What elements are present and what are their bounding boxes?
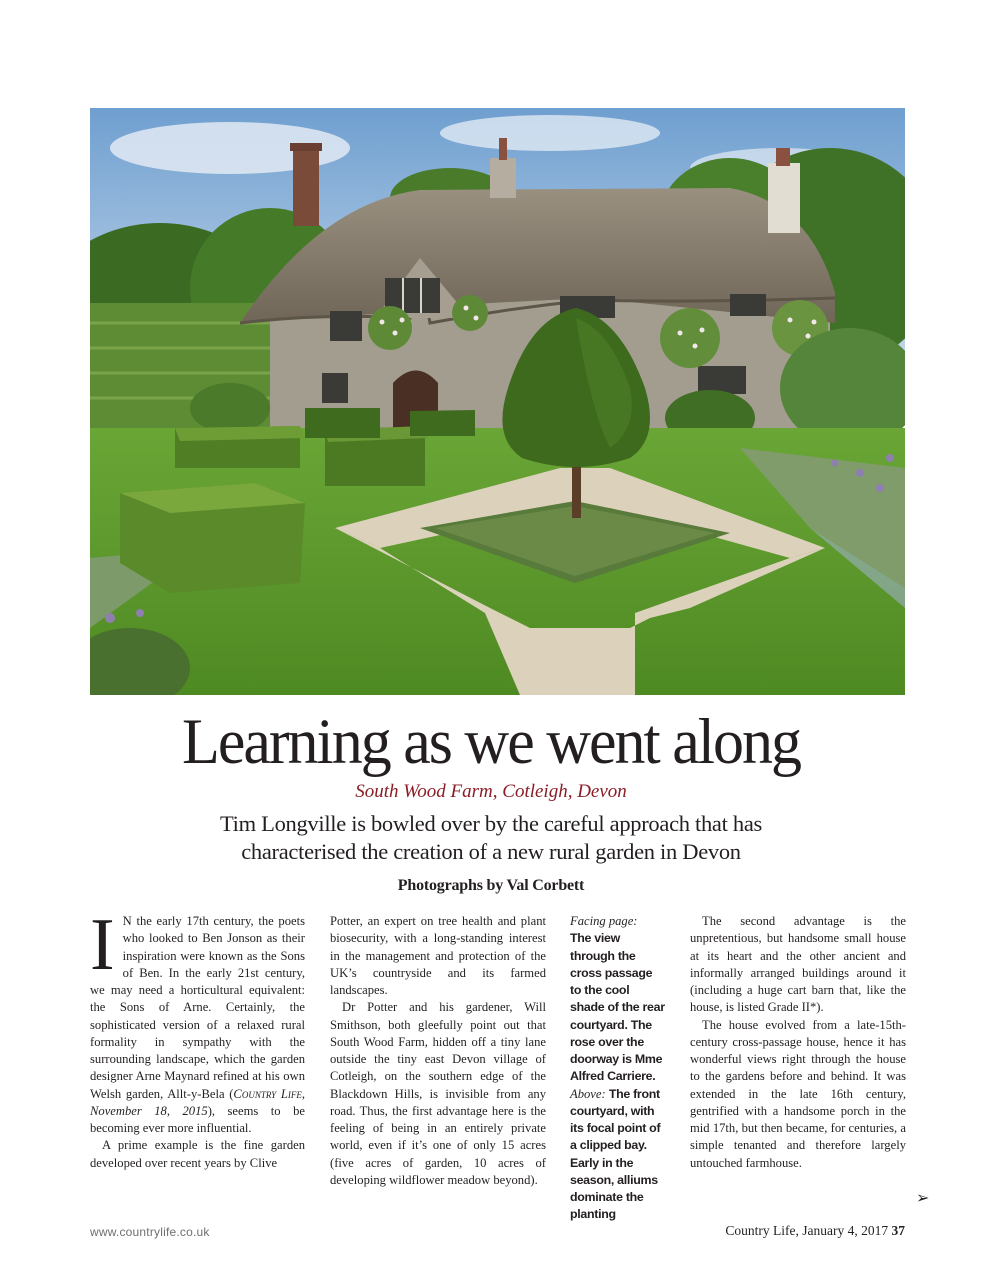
page-number: 37 — [891, 1223, 905, 1238]
caption-label: Facing page: — [570, 914, 638, 928]
footer-url: www.countrylife.co.uk — [90, 1225, 210, 1239]
standfirst — [170, 810, 812, 866]
paragraph: A prime example is the fine garden developed over recent years by Clive — [90, 1138, 305, 1170]
article-column-2 — [330, 913, 546, 1189]
issue-date: , November 18, 2015 — [90, 1086, 305, 1118]
footer-folio — [725, 1223, 905, 1239]
continue-arrow-icon: ➢ — [916, 1188, 930, 1207]
article-column-1 — [90, 904, 305, 1172]
paragraph: The second advantage is the unpretentious, but handsome small house at its heart and the other ancient and informally arranged buildings around it (including a huge cart barn that, like the house, is listed Grade II*). — [690, 914, 906, 1015]
standfirst-line-1: Tim Longville is bowled over by the careful approach that has — [220, 811, 762, 836]
paragraph-text: N the early 17th century, the poets who looked to Ben Jonson as their inspiration were known as the Sons of Ben. In the early 21st century, we may need a horticultural equivalent: the Sons of Arne. Certainly, the sophisticated version of a relaxed rural formality in sympathy with the surrounding landscape, which the garden designer Arne Maynard refined at his own Welsh garden, Allt-y-Bela ( — [90, 914, 305, 1101]
headline: Learning as we went along — [182, 706, 800, 778]
photo-caption — [570, 913, 666, 1224]
drop-cap: I — [90, 904, 115, 986]
paragraph-text: ), seems to be becoming ever more influential. — [90, 1103, 305, 1135]
paragraph — [90, 904, 305, 1137]
paragraph: The house evolved from a late-15th-century cross-passage house, hence it has wonderful views right through the house to the gardens before and behind. It was extended in the late 16th century, gentrified with a handsome porch in the mid 17th, but then became, for centuries, a simple tenanted and therefore largely untouched farmhouse. — [690, 1017, 906, 1170]
article-column-4 — [690, 913, 906, 1172]
location-subtitle: South Wood Farm, Cotleigh, Devon — [355, 781, 627, 802]
caption-text: The view through the cross passage to the cool shade of the rear courtyard. The rose over the doorway is Mme Alfred Carriere. — [570, 931, 665, 1084]
photo-credit: Photographs by Val Corbett — [397, 877, 585, 894]
paragraph: Potter, an expert on tree health and plant biosecurity, with a long-standing interest in the management and protection of the UK’s countryside and its farmed landscapes. — [330, 914, 546, 997]
caption-text: The front courtyard, with its focal point of a clipped bay. Early in the season, alliums dominate the planting — [570, 1086, 661, 1222]
publication-date: Country Life, January 4, 2017 — [725, 1223, 889, 1238]
paragraph: Dr Potter and his gardener, Will Smithson, both gleefully point out that South Wood Farm, hidden off a tiny lane outside the tiny east Devon village of Cotleigh, on the southern edge of the Blackdown Hills, is invisible from any road. Thus, the first advantage here is the feeling of being in an entirely private world, even if it’s one of only 15 acres (five acres of garden, 10 acres of developing wildflower meadow beyond). — [330, 1000, 546, 1187]
chimney — [293, 146, 319, 226]
caption-label: Above: — [570, 1086, 606, 1101]
garden-photo — [90, 108, 905, 695]
standfirst-line-2: characterised the creation of a new rural garden in Devon — [241, 839, 741, 864]
magazine-name: Country Life — [233, 1086, 302, 1101]
